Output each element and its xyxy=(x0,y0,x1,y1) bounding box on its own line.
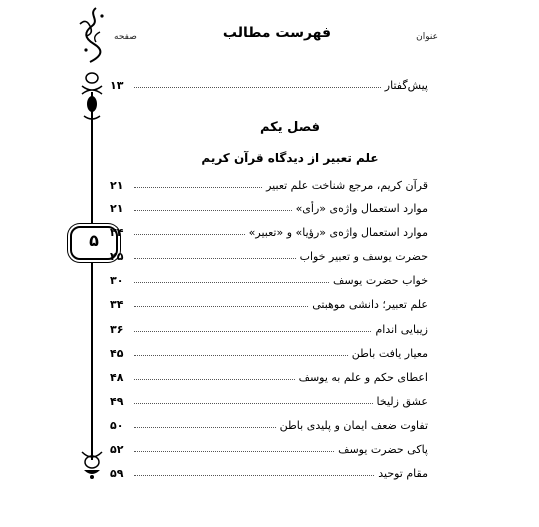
dot-leader xyxy=(134,86,381,88)
toc-entry-page: ۳۰ xyxy=(110,274,124,287)
decorative-border-line xyxy=(91,92,93,460)
page-title: فهرست مطالب xyxy=(222,25,332,41)
column-page-label: صفحه xyxy=(114,32,137,42)
calligraphy-ornament-icon xyxy=(66,4,116,74)
toc-entry-page: ۵۲ xyxy=(110,443,124,456)
toc-entry[interactable] xyxy=(110,438,428,456)
toc-entry[interactable] xyxy=(110,293,428,311)
dot-leader xyxy=(134,186,262,188)
toc-entry-title: موارد استعمال واژه‌ی «رأی» xyxy=(295,202,428,215)
toc-entry-page: ۱۳ xyxy=(110,79,124,92)
toc-entry[interactable] xyxy=(110,366,428,384)
toc-entry-page: ۲۱ xyxy=(110,202,124,215)
toc-entry-page: ۲۴ xyxy=(110,226,124,239)
toc-entry-page: ۴۵ xyxy=(110,347,124,360)
toc-entry-page: ۳۶ xyxy=(110,323,124,336)
toc-entry[interactable] xyxy=(110,462,428,480)
dot-leader xyxy=(134,233,245,235)
toc-entry-page: ۴۸ xyxy=(110,371,124,384)
toc-entry[interactable] xyxy=(110,390,428,408)
dot-leader xyxy=(134,474,374,476)
chapter-subheading: علم تعبیر از دیدگاه قرآن کریم xyxy=(201,151,379,165)
toc-entry[interactable] xyxy=(110,318,428,336)
toc-entry-title: پاکی حضرت یوسف xyxy=(338,443,428,456)
toc-entry-title: زیبایی اندام xyxy=(375,323,428,336)
dot-leader xyxy=(134,209,292,211)
toc-entry[interactable] xyxy=(110,414,428,432)
dot-leader xyxy=(134,281,329,283)
toc-entry[interactable] xyxy=(110,245,428,263)
toc-entry-title: پیش‌گفتار xyxy=(384,79,428,92)
toc-entry[interactable] xyxy=(110,342,428,360)
toc-entry-page: ۳۴ xyxy=(110,298,124,311)
toc-entry-page: ۵۹ xyxy=(110,467,124,480)
toc-entry-page: ۲۵ xyxy=(110,250,124,263)
toc-entry[interactable] xyxy=(110,269,428,287)
dot-leader xyxy=(134,426,276,428)
toc-entry-title: خواب حضرت یوسف xyxy=(333,274,428,287)
toc-entry[interactable] xyxy=(110,174,428,192)
dot-leader xyxy=(134,378,295,380)
toc-entry-title: اعطای حکم و علم به یوسف xyxy=(298,371,428,384)
toc-entry-title: موارد استعمال واژه‌ی «رؤیا» و «تعبیر» xyxy=(248,226,428,239)
dot-leader xyxy=(134,354,348,356)
page-number: ۵ xyxy=(89,231,99,250)
toc-entry-preface[interactable] xyxy=(110,74,428,92)
dot-leader xyxy=(134,330,371,332)
dot-leader xyxy=(134,450,334,452)
column-title-label: عنوان xyxy=(416,32,438,42)
toc-entry-title: قرآن کریم، مرجع شناخت علم تعبیر xyxy=(266,179,428,192)
toc-entry-title: تفاوت ضعف ایمان و پلیدی باطن xyxy=(279,419,428,432)
dot-leader xyxy=(134,402,373,404)
toc-entry-title: حضرت یوسف و تعبیر خواب xyxy=(299,250,428,263)
dot-leader xyxy=(134,305,308,307)
floral-ornament-icon xyxy=(78,440,106,480)
toc-entry-page: ۵۰ xyxy=(110,419,124,432)
toc-entry-title: مقام توحید xyxy=(378,467,428,480)
toc-entry-title: معیار یافت باطن xyxy=(351,347,428,360)
toc-entry-title: عشق زلیخا xyxy=(376,395,428,408)
toc-entry-title: علم تعبیر؛ دانشی موهبتی xyxy=(312,298,428,311)
chapter-heading: فصل یکم xyxy=(259,120,321,135)
dot-leader xyxy=(134,257,296,259)
toc-entry[interactable] xyxy=(110,197,428,215)
toc-entry-page: ۴۹ xyxy=(110,395,124,408)
toc-entry[interactable] xyxy=(110,221,428,239)
toc-entry-page: ۲۱ xyxy=(110,179,124,192)
